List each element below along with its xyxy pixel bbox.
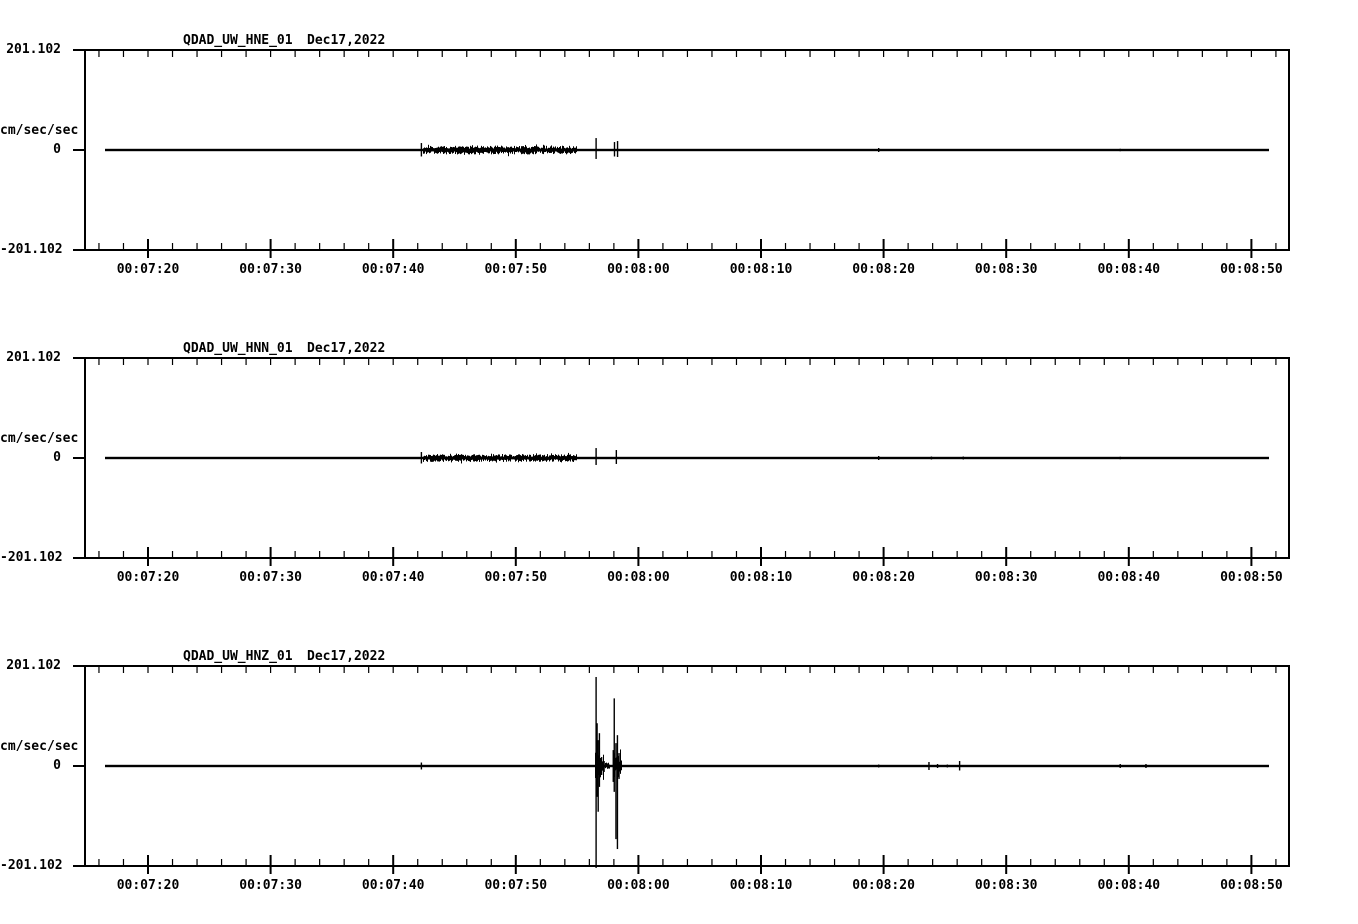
panel-3-time-tick-label: 00:08:40: [1097, 878, 1161, 893]
panel-2-waveform: [105, 448, 1269, 465]
panel-1-waveform: [105, 138, 1269, 159]
panel-3-station-id: QDAD_UW_HNZ_01: [183, 649, 293, 664]
panel-3-time-tick-label: 00:07:40: [361, 878, 425, 893]
panel-1-time-tick-label: 00:08:50: [1220, 262, 1283, 277]
panel-3-yzero-label: 0: [53, 758, 61, 773]
panel-2-time-tick-label: 00:07:30: [239, 570, 302, 585]
panel-2-time-tick-label: 00:08:00: [607, 570, 670, 585]
panel-2-yzero-label: 0: [53, 450, 61, 465]
panel-2-units-label: cm/sec/sec: [0, 431, 79, 446]
panel-1-units-label: cm/sec/sec: [0, 123, 79, 138]
panel-2-time-tick-label: 00:07:20: [116, 570, 180, 585]
panel-1-axes: [73, 49, 1290, 258]
panel-1-time-tick-label: 00:07:50: [484, 262, 548, 277]
panel-3-time-tick-label: 00:08:10: [729, 878, 793, 893]
panel-2-time-tick-label: 00:08:50: [1220, 570, 1283, 585]
panel-1-yzero-label: 0: [53, 142, 61, 157]
panel-2-time-tick-label: 00:08:10: [729, 570, 793, 585]
panel-1-ymax-label: 201.102: [6, 42, 61, 57]
panel-3-time-tick-label: 00:07:50: [484, 878, 548, 893]
panel-3-ymin-label: -201.102: [0, 858, 63, 873]
panel-2-station-id: QDAD_UW_HNN_01: [183, 341, 293, 356]
panel-2-date-label: Dec17,2022: [307, 341, 386, 356]
panel-2-time-tick-label: 00:07:40: [361, 570, 425, 585]
panel-3-time-tick-label: 00:08:20: [852, 878, 915, 893]
panel-1-time-tick-label: 00:08:20: [852, 262, 915, 277]
panel-1-time-tick-label: 00:08:10: [729, 262, 793, 277]
panel-2-ymin-label: -201.102: [0, 550, 63, 565]
panel-1-date-label: Dec17,2022: [307, 33, 386, 48]
panel-1-time-tick-label: 00:07:20: [116, 262, 180, 277]
panel-1-time-tick-label: 00:08:40: [1097, 262, 1161, 277]
panel-1-ymin-label: -201.102: [0, 242, 63, 257]
panel-3-time-tick-label: 00:07:30: [239, 878, 302, 893]
panel-2-time-tick-label: 00:08:40: [1097, 570, 1161, 585]
panel-1-time-tick-label: 00:07:30: [239, 262, 302, 277]
panel-3-time-tick-label: 00:08:30: [974, 878, 1038, 893]
panel-3-time-tick-label: 00:08:00: [607, 878, 670, 893]
panel-3-date-label: Dec17,2022: [307, 649, 386, 664]
panel-2-time-tick-label: 00:08:20: [852, 570, 915, 585]
panel-3-time-tick-label: 00:07:20: [116, 878, 180, 893]
panel-1-time-tick-label: 00:08:30: [974, 262, 1038, 277]
panel-2-ymax-label: 201.102: [6, 350, 61, 365]
panel-3-ymax-label: 201.102: [6, 658, 61, 673]
panel-2-axes: [73, 357, 1290, 566]
panel-1-station-id: QDAD_UW_HNE_01: [183, 33, 293, 48]
panel-2-time-tick-label: 00:08:30: [974, 570, 1038, 585]
panel-2-time-tick-label: 00:07:50: [484, 570, 548, 585]
panel-3-units-label: cm/sec/sec: [0, 739, 79, 754]
panel-3-axes: [73, 665, 1290, 874]
panel-1-time-tick-label: 00:07:40: [361, 262, 425, 277]
panel-3-waveform: [105, 677, 1269, 868]
panel-1-time-tick-label: 00:08:00: [607, 262, 670, 277]
panel-3-time-tick-label: 00:08:50: [1220, 878, 1283, 893]
